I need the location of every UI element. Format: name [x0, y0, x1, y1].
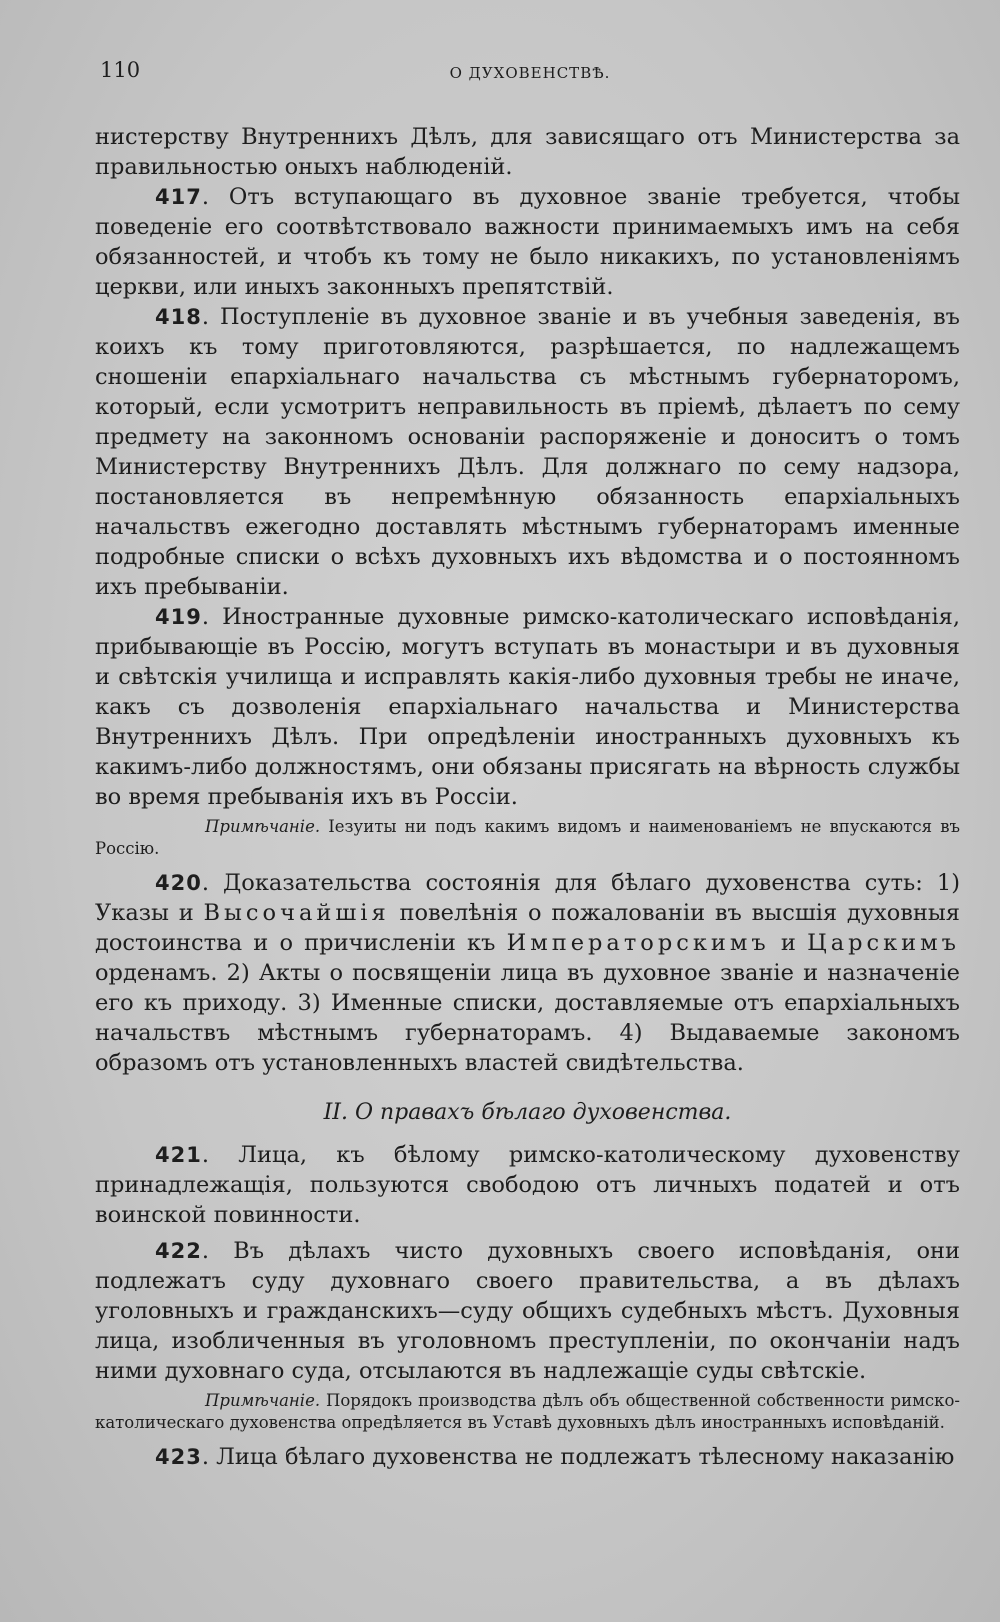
- article-text: . Отъ вступающаго въ духовное званіе требуется, чтобы поведеніе его соотвѣтствовало важности принимаемыхъ имъ на себя обязанностей, и чтобъ къ тому не было никакихъ, по установленіямъ церкви, или иныхъ законныхъ препятствій.: [95, 184, 960, 300]
- spaced-word: Императорскимъ: [506, 930, 770, 956]
- article-text: . Въ дѣлахъ чисто духовныхъ своего исповѣданія, они подлежатъ суду духовнаго своего правительства, а въ дѣлахъ уголовныхъ и гражданскихъ—суду общихъ судебныхъ мѣстъ. Духовныя лица, изобличенныя въ уголовномъ преступленіи, по окончаніи надъ ними духовнаго суда, отсылаются въ надлежащіе суды свѣтскіе.: [95, 1238, 960, 1384]
- article-421: [95, 1140, 960, 1230]
- article-422: [95, 1236, 960, 1386]
- article-number: 417: [155, 185, 202, 209]
- page-number: 110: [100, 58, 141, 82]
- note-text: Іезуиты ни подъ какимъ видомъ и наименованіемъ не впускаются въ Россію.: [95, 817, 960, 858]
- paragraph-text: нистерству Внутреннихъ Дѣлъ, для зависящаго отъ Министерства за правильностью оныхъ наблюденій.: [95, 124, 960, 180]
- article-number: 423: [155, 1445, 202, 1469]
- article-number: 422: [155, 1239, 202, 1263]
- article-text: . Лица, къ бѣлому римско-католическому духовенству принадлежащія, пользуются свободою отъ личныхъ податей и отъ воинской повинности.: [95, 1142, 960, 1228]
- page-header: [100, 58, 960, 88]
- section-title: II. О правахъ бѣлаго духовенства.: [323, 1100, 732, 1125]
- note-property: [95, 1390, 960, 1434]
- article-number: 421: [155, 1143, 202, 1167]
- note-label: Примѣчаніе.: [205, 1391, 321, 1410]
- note-text: Порядокъ производства дѣлъ объ общественной собственности римско-католическаго духовенства опредѣляется въ Уставѣ духовныхъ дѣлъ иностранныхъ исповѣданій.: [95, 1391, 960, 1432]
- spaced-word: Высочайшія: [203, 900, 390, 926]
- article-423: [95, 1442, 960, 1472]
- article-text: . Поступленіе въ духовное званіе и въ учебныя заведенія, въ коихъ къ тому приготовляются, разрѣшается, по надлежащемъ сношеніи епархіальнаго начальства съ мѣстнымъ губернаторомъ, который, если усмотритъ неправильность въ пріемѣ, дѣлаетъ по сему предмету на законномъ основаніи распоряженіе и доноситъ о томъ Министерству Внутреннихъ Дѣлъ. Для должнаго по сему надзора, постановляется въ непремѣнную обязанность епархіальныхъ начальствъ ежегодно доставлять мѣстнымъ губернаторамъ именные подробные списки о всѣхъ духовныхъ ихъ вѣдомства и о постоянномъ ихъ пребываніи.: [95, 304, 960, 600]
- article-text: орденамъ. 2) Акты о посвященіи лица въ духовное званіе и назначеніе его къ приходу. 3) Именные списки, доставляемые отъ епархіальныхъ начальствъ мѣстнымъ губернаторамъ. 4) Выдаваемые закономъ образомъ отъ установленныхъ властей свидѣтельства.: [95, 960, 960, 1076]
- article-text: и: [769, 930, 808, 956]
- article-417: [95, 182, 960, 302]
- article-420: [95, 868, 960, 1078]
- article-text: . Доказательства состоянія для бѣлаго духовенства суть: 1) Указы и: [95, 870, 960, 926]
- spaced-word: Царскимъ: [807, 930, 960, 956]
- article-text: . Лица бѣлаго духовенства не подлежатъ тѣлесному наказанію: [201, 1444, 955, 1470]
- running-title: О ДУХОВЕНСТВѢ.: [449, 64, 611, 82]
- article-number: 418: [155, 305, 202, 329]
- paragraph-continuation: [95, 122, 960, 182]
- note-jesuits: [95, 816, 960, 860]
- article-419: [95, 602, 960, 812]
- article-number: 420: [155, 871, 202, 895]
- article-418: [95, 302, 960, 602]
- note-label: Примѣчаніе.: [205, 817, 321, 836]
- article-number: 419: [155, 605, 202, 629]
- article-text: . Иностранные духовные римско-католическаго исповѣданія, прибывающіе въ Россію, могутъ вступать въ монастыри и въ духовныя и свѣтскія училища и исправлять какія-либо духовныя требы не иначе, какъ съ дозволенія епархіальнаго начальства и Министерства Внутреннихъ Дѣлъ. При опредѣленіи иностранныхъ духовныхъ къ какимъ-либо должностямъ, они обязаны присягать на вѣрность службы во время пребыванія ихъ въ Россіи.: [95, 604, 960, 810]
- article-text: повелѣнія о пожалованіи въ высшія духовныя достоинства и о причисленіи къ: [95, 900, 961, 956]
- page-content: [95, 122, 960, 1472]
